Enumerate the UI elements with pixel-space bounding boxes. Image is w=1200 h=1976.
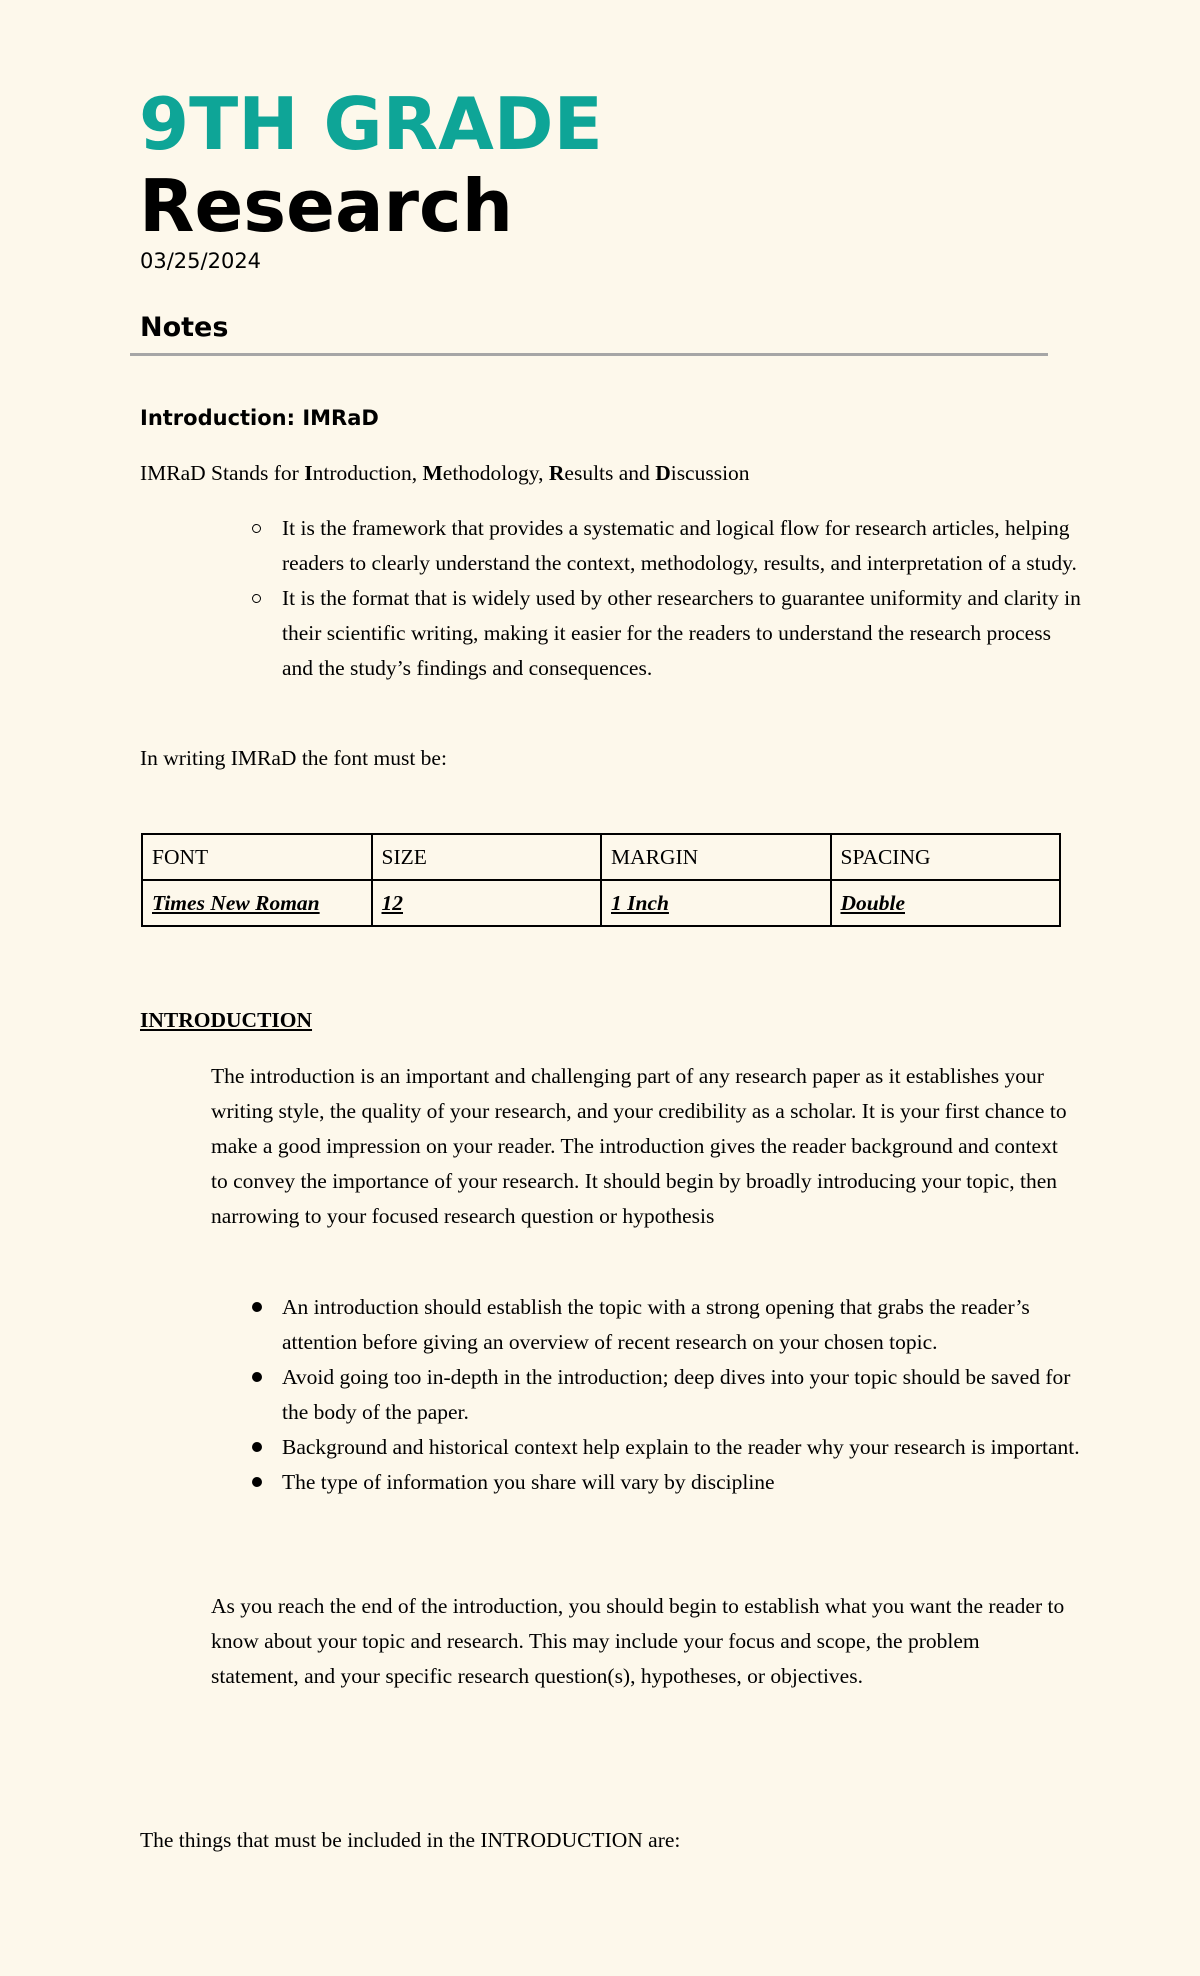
bullet-icon xyxy=(252,1477,262,1487)
grade-heading: 9TH GRADE xyxy=(139,82,603,166)
list-item-text: It is the format that is widely used by other researchers to guarantee uniformity and clarity in their scientific writing, making it easier for the readers to understand the research process and the study’s findings and consequences. xyxy=(282,586,1081,680)
stands-initial-i: I xyxy=(304,461,313,485)
table-header-row xyxy=(142,834,1060,880)
list-item xyxy=(282,1290,1082,1360)
hollow-bullet-icon xyxy=(252,524,261,533)
page-title: Research xyxy=(139,164,513,248)
table-cell: Times New Roman xyxy=(142,880,372,926)
list-item xyxy=(282,511,1082,581)
stands-part: ethodology, xyxy=(442,461,549,485)
notes-heading: Notes xyxy=(140,312,229,343)
stands-initial-r: R xyxy=(548,461,565,485)
table-header-cell: SPACING xyxy=(831,834,1061,880)
section-divider xyxy=(130,353,1048,356)
introduction-things-line: The things that must be included in the INTRODUCTION are: xyxy=(140,1828,681,1852)
imrad-heading: Introduction: IMRaD xyxy=(140,406,379,430)
list-item-text: Avoid going too in-depth in the introduction; deep dives into your topic should be saved for the body of the paper. xyxy=(282,1365,1071,1424)
introduction-closing-paragraph: As you reach the end of the introduction, you should begin to establish what you want the reader to know about your topic and research. This may include your focus and scope, the problem statement, and your specific research question(s), hypotheses, or objectives. xyxy=(211,1594,1065,1688)
table-cell: 12 xyxy=(372,880,602,926)
font-requirements-table xyxy=(141,833,1061,927)
bullet-icon xyxy=(252,1372,262,1382)
list-item xyxy=(282,1360,1082,1430)
table-header-cell: FONT xyxy=(142,834,372,880)
bullet-icon xyxy=(252,1442,262,1452)
list-item xyxy=(282,1430,1082,1465)
list-item-text: The type of information you share will vary by discipline xyxy=(282,1470,775,1494)
introduction-heading: INTRODUCTION xyxy=(140,1008,313,1032)
list-item xyxy=(282,581,1082,686)
table-row xyxy=(142,880,1060,926)
table-header-cell: SIZE xyxy=(372,834,602,880)
document-date: 03/25/2024 xyxy=(140,249,262,273)
introduction-paragraph: The introduction is an important and challenging part of any research paper as it establishes your writing style, the quality of your research, and your credibility as a scholar. It is your first chance to make a good impression on your reader. The introduction gives the reader background and context to convey the importance of your research. It should begin by broadly introducing your topic, then narrowing to your focused research question or hypothesis xyxy=(211,1064,1067,1228)
stands-part: IMRaD Stands for xyxy=(140,461,305,485)
stands-initial-m: M xyxy=(422,461,443,485)
imrad-stands-line xyxy=(140,456,750,491)
table-header-cell: MARGIN xyxy=(601,834,831,880)
list-item-text: Background and historical context help explain to the reader why your research is important. xyxy=(282,1435,1080,1459)
font-intro-text: In writing IMRaD the font must be: xyxy=(140,746,447,770)
stands-initial-d: D xyxy=(655,461,671,485)
imrad-bullet-list xyxy=(282,511,1082,686)
stands-part: esults and xyxy=(564,461,656,485)
stands-part: iscussion xyxy=(670,461,750,485)
bullet-icon xyxy=(252,1302,262,1312)
list-item-text: It is the framework that provides a systematic and logical flow for research articles, helping readers to clearly understand the context, methodology, results, and interpretation of a study. xyxy=(282,516,1077,575)
introduction-bullet-list xyxy=(282,1290,1082,1500)
stands-part: ntroduction, xyxy=(312,461,423,485)
list-item xyxy=(282,1465,1082,1500)
hollow-bullet-icon xyxy=(252,594,261,603)
table-cell: 1 Inch xyxy=(601,880,831,926)
table-cell: Double xyxy=(831,880,1061,926)
list-item-text: An introduction should establish the topic with a strong opening that grabs the reader’s attention before giving an overview of recent research on your chosen topic. xyxy=(282,1295,1030,1354)
